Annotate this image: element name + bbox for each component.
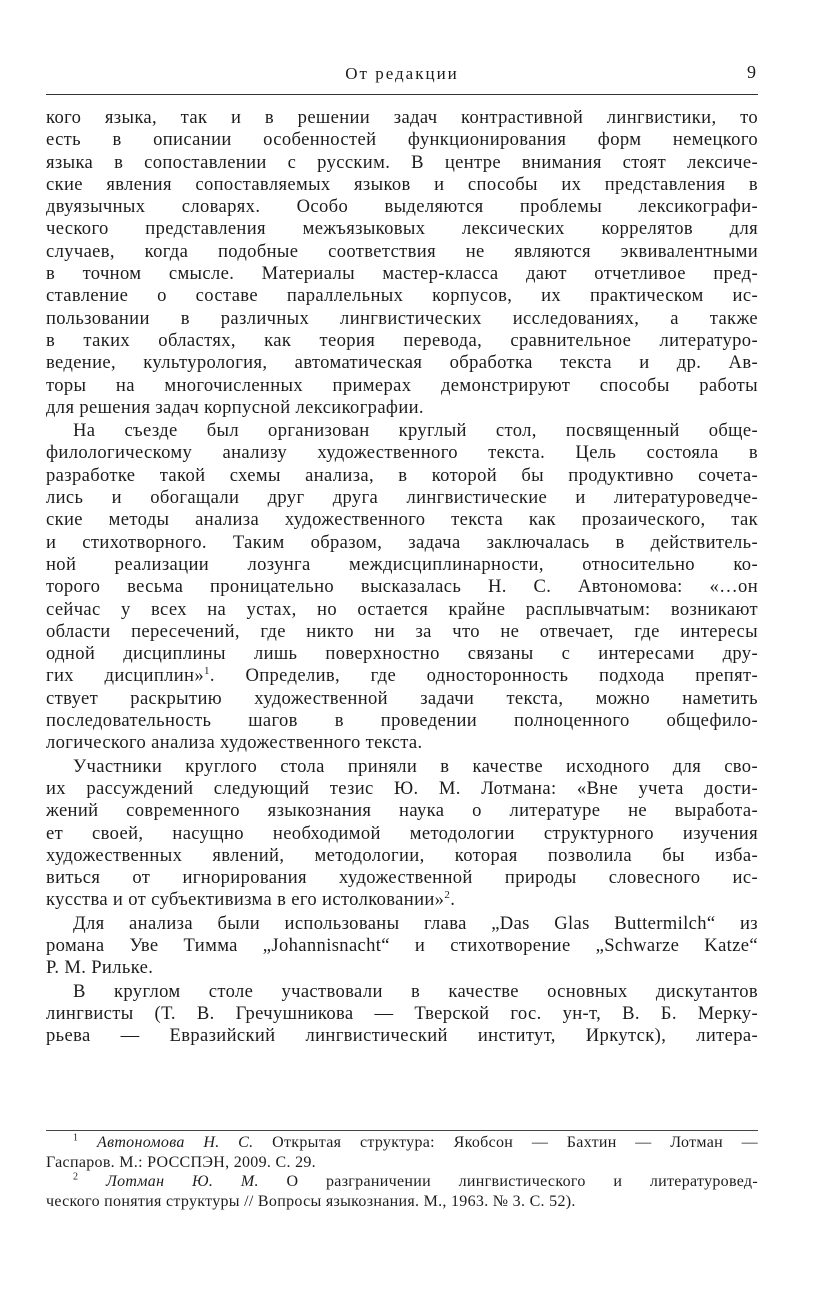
footnote-number: 1 <box>73 1132 79 1144</box>
paragraph-3 <box>46 756 758 912</box>
text-line: На съезде был организован круглый стол, посвященный обще- <box>73 420 758 442</box>
footnote-ref-1[interactable]: 1 <box>204 665 210 678</box>
footnote-line: Гаспаров. М.: РОССПЭН, 2009. С. 29. <box>46 1153 316 1171</box>
paragraph-2 <box>46 420 758 754</box>
paragraph-4 <box>46 913 758 980</box>
text-line: в таких областях, как теория перевода, сравнительное литературо- <box>46 329 758 351</box>
text-line: Для анализа были использованы глава „Das Glas Buttermilch“ из <box>73 912 758 934</box>
text-line <box>46 665 758 687</box>
running-title: От редакции <box>345 64 459 83</box>
text-line: жений современного языкознания наука о литературе не выработа- <box>46 800 758 822</box>
text-line: Участники круглого стола приняли в качестве исходного для сво- <box>73 755 758 777</box>
text-fragment: гих дисциплин» <box>46 665 205 687</box>
text-line: ческого представления межъязыковых лексических коррелятов для <box>46 218 758 240</box>
text-line: пользовании в различных лингвистических исследованиях, а также <box>46 307 758 329</box>
paragraph-5 <box>46 981 758 1048</box>
text-line: логического анализа художественного текста. <box>46 732 423 754</box>
paragraph-1 <box>46 107 758 419</box>
footnote-author: Автономова Н. С. <box>97 1134 254 1151</box>
footnote-line <box>46 1133 758 1153</box>
footnote-ref-2[interactable]: 2 <box>444 889 451 902</box>
text-fragment: кусства и от субъективизма в его истолковании» <box>46 889 445 911</box>
footnote-line <box>46 1172 758 1192</box>
text-line: в точном смысле. Материалы мастер-класса дают отчетливое пред- <box>46 263 758 285</box>
page-header <box>46 60 758 96</box>
text-line: лись и обогащали друг друга лингвистические и литературоведче- <box>46 487 758 509</box>
footnotes <box>46 1133 758 1211</box>
text-line: сейчас у всех на устах, но остается крайне расплывчатым: возникают <box>46 598 758 620</box>
text-line: для решения задач корпусной лексикографии. <box>46 396 424 418</box>
text-line: Р. М. Рильке. <box>46 957 154 979</box>
text-line: одной дисциплины лишь поверхностно связаны с интересами дру- <box>46 643 758 665</box>
text-line: ет своей, насущно необходимой методологии структурного изучения <box>46 822 758 844</box>
text-line: ствует раскрытию художественной задачи текста, можно наметить <box>46 687 758 709</box>
text-line: разработке такой схемы анализа, в которой бы продуктивно сочета- <box>46 464 758 486</box>
text-line: В круглом столе участвовали в качестве основных дискутантов <box>73 980 758 1002</box>
text-line: кого языка, так и в решении задач контрастивной лингвистики, то <box>46 107 758 128</box>
text-line: языка в сопоставлении с русским. В центре внимания стоят лексиче- <box>46 151 758 173</box>
text-line: рьева — Евразийский лингвистический институт, Иркутск), литера- <box>46 1025 758 1047</box>
text-line: лингвисты (Т. В. Гречушникова — Тверской гос. ун-т, В. Б. Мерку- <box>46 1002 758 1024</box>
footnote-author: Лотман Ю. М. <box>106 1173 259 1190</box>
text-line: филологическому анализу художественного текста. Цель состояла в <box>46 442 758 464</box>
footnote-rule <box>46 1130 758 1131</box>
text-line: романа Уве Тимма „Johannisnacht“ и стихотворение „Schwarze Katze“ <box>46 934 758 956</box>
book-page <box>46 0 758 1300</box>
text-line: торы на многочисленных примерах демонстрируют способы работы <box>46 374 758 396</box>
text-line: ведение, культурология, автоматическая обработка текста и др. Ав- <box>46 352 758 374</box>
footnote-2 <box>46 1172 758 1211</box>
footnote-text: О разграничении лингвистического и литературовед- <box>258 1173 759 1190</box>
text-line: ной реализации лозунга междисциплинарности, относительно ко- <box>46 553 758 575</box>
text-line: последовательность шагов в проведении полноценного общефило- <box>46 710 758 732</box>
header-rule <box>46 94 758 95</box>
text-line <box>46 889 758 911</box>
footnote-text: Открытая структура: Якобсон — Бахтин — Лотман — <box>253 1134 758 1151</box>
text-line: виться от игнорирования художественной природы словесного ис- <box>46 867 758 889</box>
text-line: двуязычных словарях. Особо выделяются проблемы лексикографи- <box>46 196 758 218</box>
text-line: торого весьма проницательно высказалась Н. С. Автономова: «…он <box>46 576 758 598</box>
text-fragment: . Определив, где односторонность подхода препят- <box>209 665 759 687</box>
footnote-line: ческого понятия структуры // Вопросы языкознания. М., 1963. № 3. С. 52). <box>46 1192 576 1210</box>
text-line: и стихотворного. Таким образом, задача заключалась в действитель- <box>46 531 758 553</box>
text-line: художественных явлений, методологии, которая позволила бы изба- <box>46 844 758 866</box>
text-line: области пересечений, где никто ни за что не отвечает, где интересы <box>46 620 758 642</box>
text-line: их рассуждений следующий тезис Ю. М. Лотмана: «Вне учета дости- <box>46 777 758 799</box>
text-line: есть в описании особенностей функционирования форм немецкого <box>46 129 758 151</box>
text-fragment: . <box>450 889 456 911</box>
text-line: ские явления сопоставляемых языков и способы их представления в <box>46 173 758 195</box>
footnote-number: 2 <box>73 1171 79 1183</box>
page-number: 9 <box>747 62 756 82</box>
main-text <box>46 107 758 1047</box>
footnote-1 <box>46 1133 758 1172</box>
text-line: ставление о составе параллельных корпусов, их практическом ис- <box>46 285 758 307</box>
text-line: случаев, когда подобные соответствия не являются эквивалентными <box>46 240 758 262</box>
text-line: ские методы анализа художественного текста как прозаического, так <box>46 509 758 531</box>
